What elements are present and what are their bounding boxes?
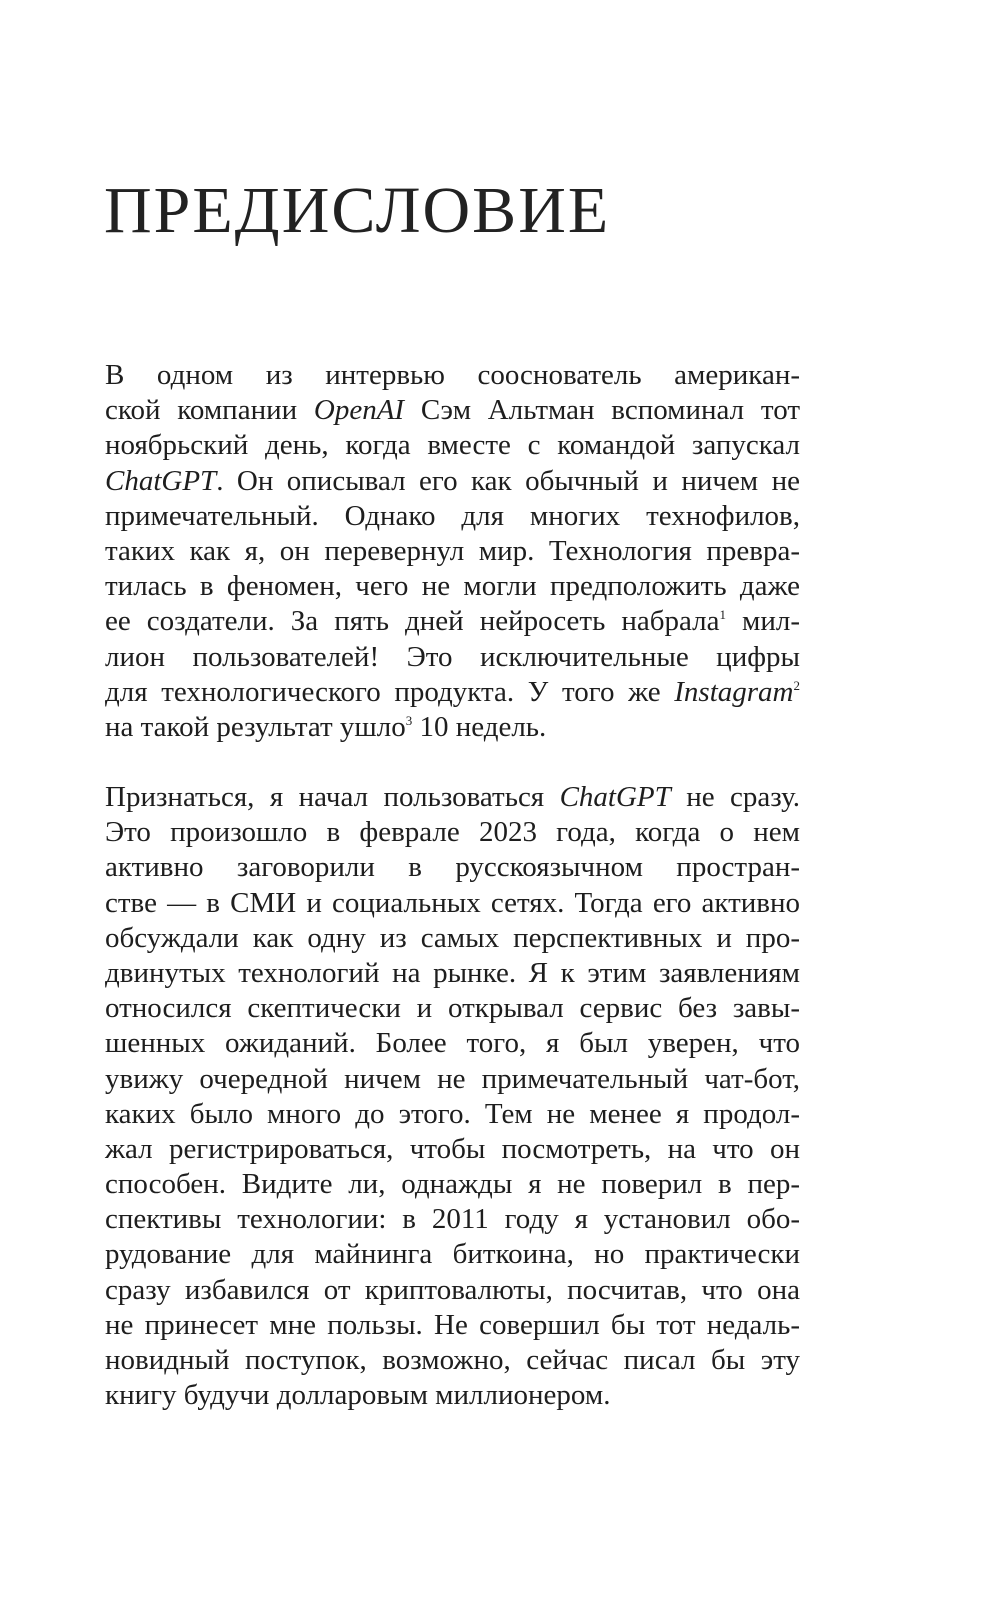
text-run: . Он описывал его как обычный и ничем не bbox=[216, 464, 800, 497]
text-run: стве — в СМИ и социальных сетях. Тогда его активно bbox=[105, 886, 800, 919]
text-run: лион пользователей! Это исключительные цифры bbox=[105, 640, 800, 673]
text-line bbox=[105, 991, 800, 1026]
text-run: увижу очередной ничем не примечательный чат-бот, bbox=[105, 1062, 800, 1095]
text-run: Сэм Альтман вспоминал тот bbox=[404, 394, 800, 427]
text-line bbox=[105, 675, 800, 710]
text-run: Это произошло в феврале 2023 года, когда о нем bbox=[105, 816, 800, 849]
text-run: не принесет мне пользы. Не совершил бы тот недаль- bbox=[105, 1308, 800, 1341]
text-line bbox=[105, 358, 800, 393]
text-line bbox=[105, 886, 800, 921]
text-line bbox=[105, 710, 800, 745]
text-run: рудование для майнинга биткоина, но практически bbox=[105, 1238, 800, 1271]
text-run: жал регистрироваться, чтобы посмотреть, на что он bbox=[105, 1132, 800, 1165]
text-run: мил- bbox=[725, 605, 800, 638]
text-run: Признаться, я начал пользоваться bbox=[105, 781, 560, 813]
footnote-marker: 2 bbox=[793, 677, 800, 693]
text-line bbox=[105, 1237, 800, 1272]
text-line bbox=[105, 499, 800, 534]
text-line bbox=[105, 534, 800, 569]
text-run: ской компании bbox=[105, 394, 314, 427]
text-run: ее создатели. За пять дней нейросеть набрала bbox=[105, 605, 720, 638]
text-run: примечательный. Однако для многих технофилов, bbox=[105, 499, 800, 532]
text-run: двинутых технологий на рынке. Я к этим заявлениям bbox=[105, 956, 800, 989]
text-line bbox=[105, 1343, 800, 1378]
text-run: относился скептически и открывал сервис без завы- bbox=[105, 992, 800, 1025]
text-line bbox=[105, 1273, 800, 1308]
text-line bbox=[105, 1167, 800, 1202]
italic-term: Instagram bbox=[674, 675, 794, 708]
text-line bbox=[105, 1378, 800, 1413]
text-line bbox=[105, 815, 800, 850]
text-run: В одном из интервью сооснователь американ- bbox=[105, 359, 800, 391]
text-run: шенных ожиданий. Более того, я был уверен, что bbox=[105, 1027, 800, 1060]
text-line bbox=[105, 850, 800, 885]
italic-term: ChatGPT bbox=[105, 464, 217, 497]
text-run: книгу будучи долларовым миллионером. bbox=[105, 1379, 611, 1412]
text-line bbox=[105, 921, 800, 956]
text-line bbox=[105, 569, 800, 604]
text-run: не сразу. bbox=[670, 781, 800, 813]
text-run: обсуждали как одну из самых перспективных и про- bbox=[105, 921, 800, 954]
text-run: новидный поступок, возможно, сейчас писал бы эту bbox=[105, 1344, 800, 1376]
text-run: таких как я, он перевернул мир. Технология превра- bbox=[105, 534, 800, 567]
text-line bbox=[105, 604, 800, 639]
footnote-marker: 3 bbox=[405, 712, 413, 728]
italic-term: OpenAI bbox=[313, 394, 405, 427]
text-line bbox=[105, 428, 800, 463]
text-line bbox=[105, 1308, 800, 1343]
text-line bbox=[105, 640, 800, 675]
text-run: способен. Видите ли, однажды я не поверил в пер- bbox=[105, 1168, 800, 1201]
text-line bbox=[105, 1062, 800, 1097]
italic-term: ChatGPT bbox=[559, 781, 671, 813]
text-run: тилась в феномен, чего не могли предположить даже bbox=[105, 570, 800, 603]
text-run: сразу избавился от криптовалюты, посчитав, что она bbox=[105, 1273, 800, 1306]
text-line bbox=[105, 1202, 800, 1237]
paragraph-2 bbox=[105, 780, 800, 1413]
text-line bbox=[105, 780, 800, 815]
text-line bbox=[105, 464, 800, 499]
text-run: активно заговорили в русскоязычном простран- bbox=[105, 851, 800, 884]
text-run: спективы технологии: в 2011 году я установил обо- bbox=[105, 1203, 800, 1236]
text-run: для технологического продукта. У того же bbox=[105, 675, 675, 708]
chapter-title: ПРЕДИСЛОВИЕ bbox=[104, 174, 611, 247]
text-line bbox=[105, 956, 800, 991]
text-run: ноябрьский день, когда вместе с командой запускал bbox=[105, 429, 800, 462]
paragraph-1 bbox=[105, 358, 800, 745]
text-line bbox=[105, 1026, 800, 1061]
text-line bbox=[105, 1132, 800, 1167]
text-run: 10 недель. bbox=[412, 710, 547, 743]
text-line bbox=[105, 393, 800, 428]
text-run: каких было много до этого. Тем не менее я продол- bbox=[105, 1097, 800, 1130]
text-line bbox=[105, 1097, 800, 1132]
footnote-marker: 1 bbox=[719, 607, 726, 623]
text-run: на такой результат ушло bbox=[105, 710, 406, 743]
